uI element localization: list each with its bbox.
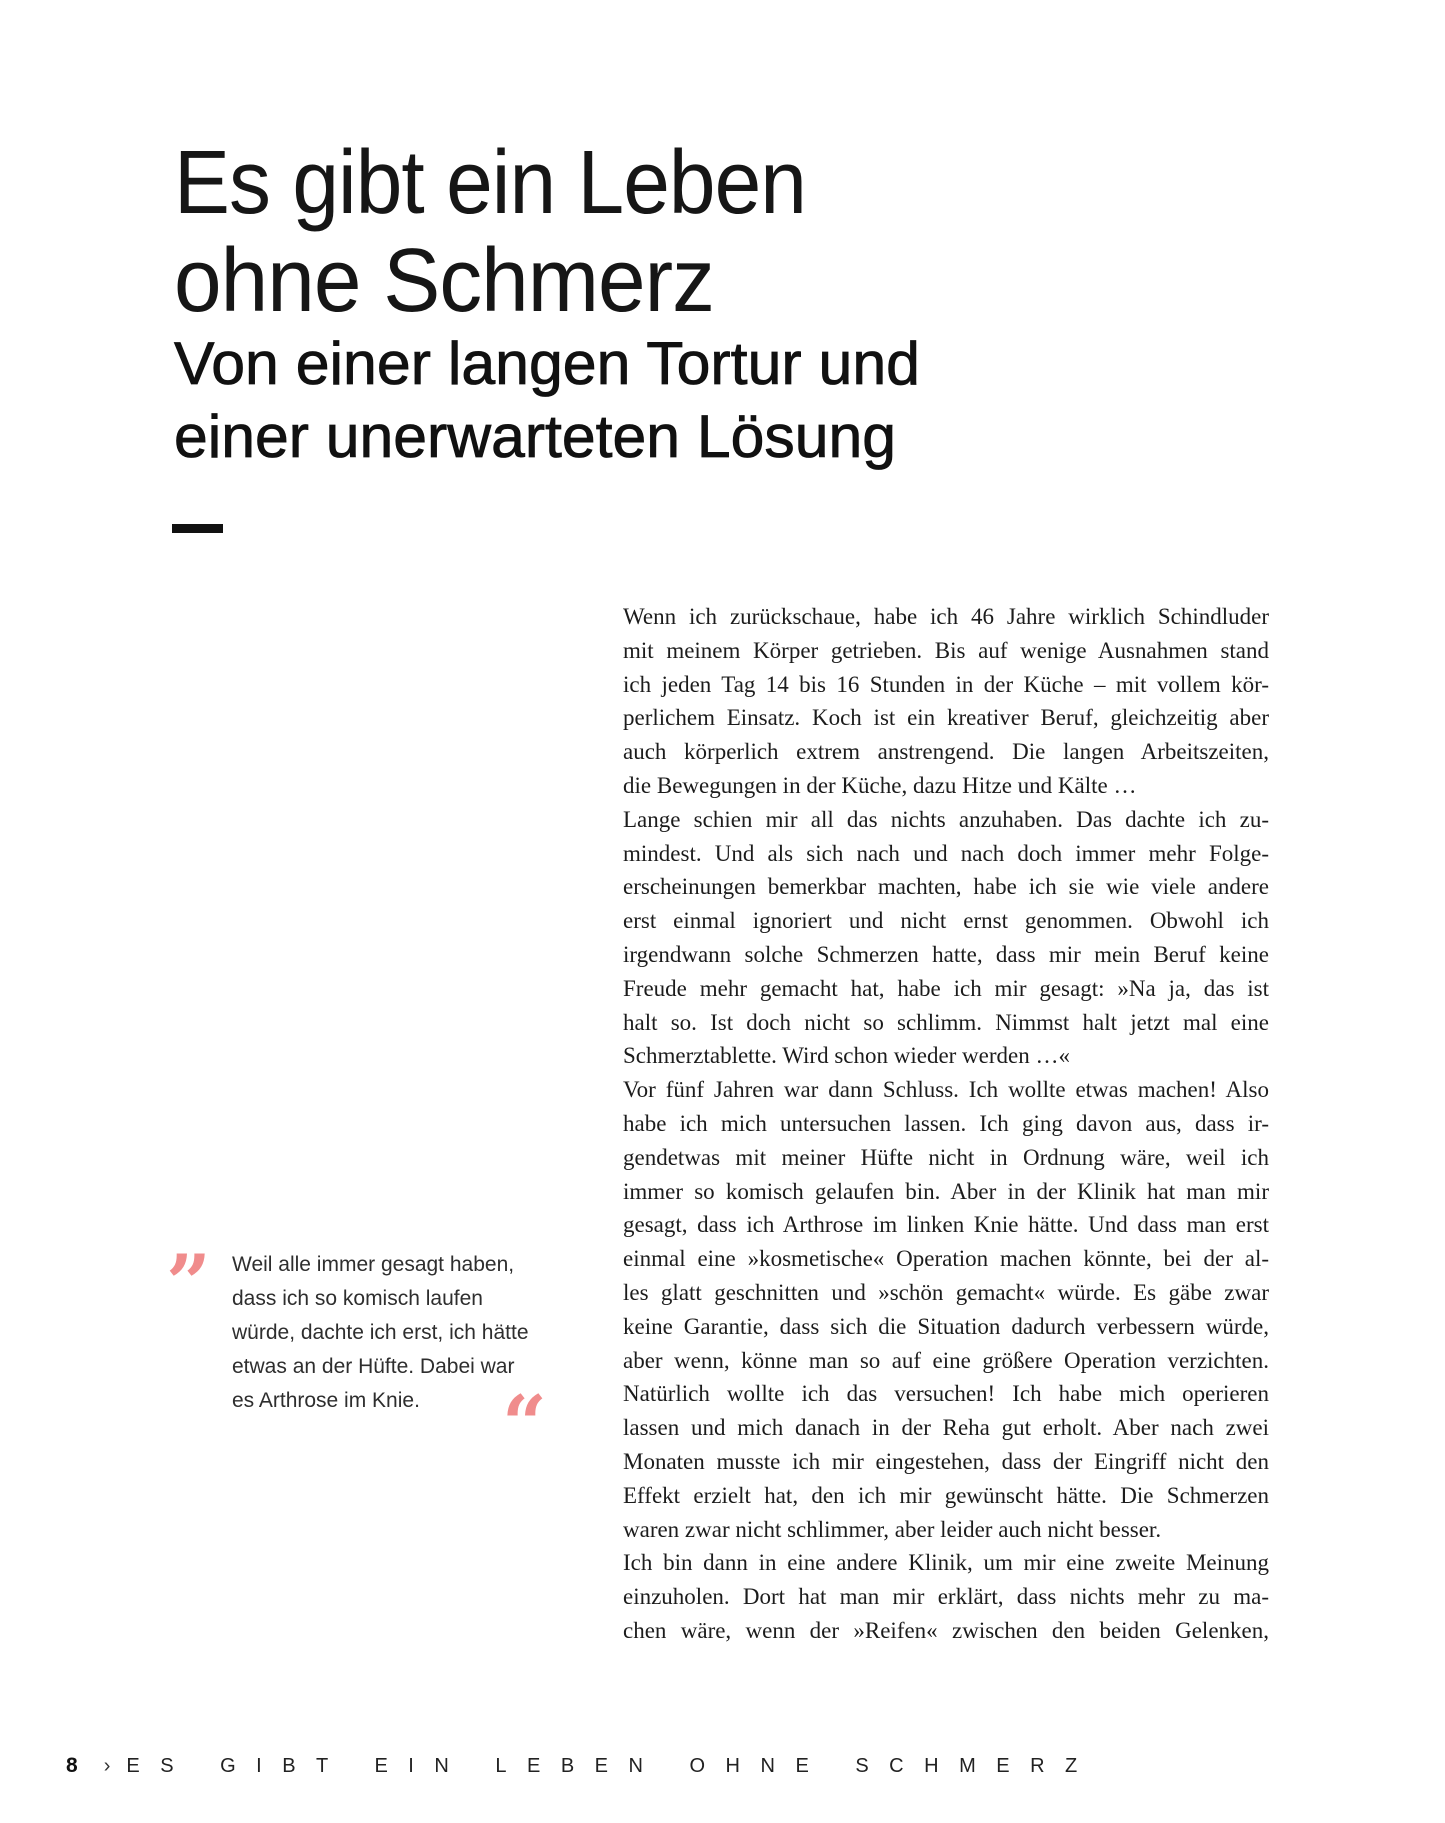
body-text-line: Vor fünf Jahren war dann Schluss. Ich wollte etwas machen! Also [623, 1077, 1269, 1103]
pull-quote-line: dass ich so komisch laufen [232, 1287, 483, 1310]
body-text-line: Monaten musste ich mir eingestehen, dass der Eingriff nicht den [623, 1448, 1269, 1474]
body-text-line: mit meinem Körper getrieben. Bis auf wenige Ausnahmen stand [623, 637, 1269, 663]
page-number: 8 [66, 1754, 78, 1777]
footer-chevron-icon: › [103, 1755, 111, 1777]
body-text-line: Schmerztablette. Wird schon wieder werden …« [623, 1043, 1070, 1069]
body-text-line: Freude mehr gemacht hat, habe ich mir gesagt: »Na ja, das ist [623, 975, 1269, 1001]
title-divider-rule [172, 524, 223, 533]
body-text-line: waren zwar nicht schlimmer, aber leider auch nicht besser. [623, 1516, 1162, 1542]
page-footer [66, 1754, 1098, 1780]
body-text-line: einzuholen. Dort hat man mir erklärt, dass nichts mehr zu ma- [623, 1584, 1269, 1610]
pull-quote [232, 1248, 532, 1418]
article-subtitle-line-1: Von einer langen Tortur und [174, 330, 920, 397]
body-text-line: Wenn ich zurückschaue, habe ich 46 Jahre wirklich Schindluder [623, 604, 1269, 629]
article-title-line-2: ohne Schmerz [174, 231, 714, 331]
body-text-line: Natürlich wollte ich das versuchen! Ich habe mich operieren [623, 1381, 1269, 1407]
article-subtitle-line-2: einer unerwarteten Lösung [174, 403, 896, 470]
body-text-line: aber wenn, könne man so auf eine größere Operation verzichten. [623, 1347, 1269, 1373]
body-text-line: irgendwann solche Schmerzen hatte, dass mir mein Beruf keine [623, 941, 1269, 967]
body-text-line: halt so. Ist doch nicht so schlimm. Nimmst halt jetzt mal eine [623, 1009, 1269, 1035]
body-text-line: chen wäre, wenn der »Reifen« zwischen den beiden Gelenken, [623, 1617, 1269, 1643]
body-text-line: mindest. Und als sich nach und nach doch immer mehr Folge- [623, 840, 1269, 866]
pull-quote-close-mark-icon: “ [502, 1379, 547, 1470]
pull-quote-line: würde, dachte ich erst, ich hätte [232, 1321, 529, 1344]
body-text-line: immer so komisch gelaufen bin. Aber in der Klinik hat man mir [623, 1178, 1269, 1204]
body-text-line: perlichem Einsatz. Koch ist ein kreativer Beruf, gleichzeitig aber [623, 705, 1269, 731]
body-text-line: Lange schien mir all das nichts anzuhaben. Das dachte ich zu- [623, 806, 1269, 832]
pull-quote-open-mark-icon: ” [166, 1238, 211, 1329]
article-title-line-1: Es gibt ein Leben [174, 133, 806, 233]
body-text-line: keine Garantie, dass sich die Situation dadurch verbessern würde, [623, 1313, 1269, 1339]
body-text-line: Effekt erzielt hat, den ich mir gewünscht hätte. Die Schmerzen [623, 1482, 1269, 1508]
body-text-line: auch körperlich extrem anstrengend. Die langen Arbeitszeiten, [623, 739, 1269, 765]
body-text-line: die Bewegungen in der Küche, dazu Hitze und Kälte … [623, 772, 1137, 798]
body-text-line: habe ich mich untersuchen lassen. Ich ging davon aus, dass ir- [623, 1110, 1269, 1136]
body-text-line: ich jeden Tag 14 bis 16 Stunden in der Küche – mit vollem kör- [623, 671, 1269, 697]
body-text-line: lassen und mich danach in der Reha gut erholt. Aber nach zwei [623, 1415, 1269, 1441]
pull-quote-line: Weil alle immer gesagt haben, [232, 1253, 515, 1276]
body-text-line: gendetwas mit meiner Hüfte nicht in Ordnung wäre, weil ich [623, 1144, 1269, 1170]
running-title: ES GIBT EIN LEBEN OHNE SCHMERZ [126, 1755, 1098, 1777]
body-text-line: les glatt geschnitten und »schön gemacht« würde. Es gäbe zwar [623, 1279, 1269, 1305]
body-text-line: einmal eine »kosmetische« Operation machen könnte, bei der al- [623, 1246, 1269, 1272]
body-text-line: gesagt, dass ich Arthrose im linken Knie hätte. Und dass man erst [623, 1212, 1269, 1238]
body-text-line: erst einmal ignoriert und nicht ernst genommen. Obwohl ich [623, 908, 1269, 934]
body-text-line: erscheinungen bemerkbar machten, habe ich sie wie viele andere [623, 874, 1269, 900]
pull-quote-line: etwas an der Hüfte. Dabei war [232, 1355, 515, 1378]
pull-quote-line: es Arthrose im Knie. [232, 1389, 420, 1412]
body-text-line: Ich bin dann in eine andere Klinik, um mir eine zweite Meinung [623, 1550, 1269, 1576]
article-body [623, 600, 1269, 1648]
